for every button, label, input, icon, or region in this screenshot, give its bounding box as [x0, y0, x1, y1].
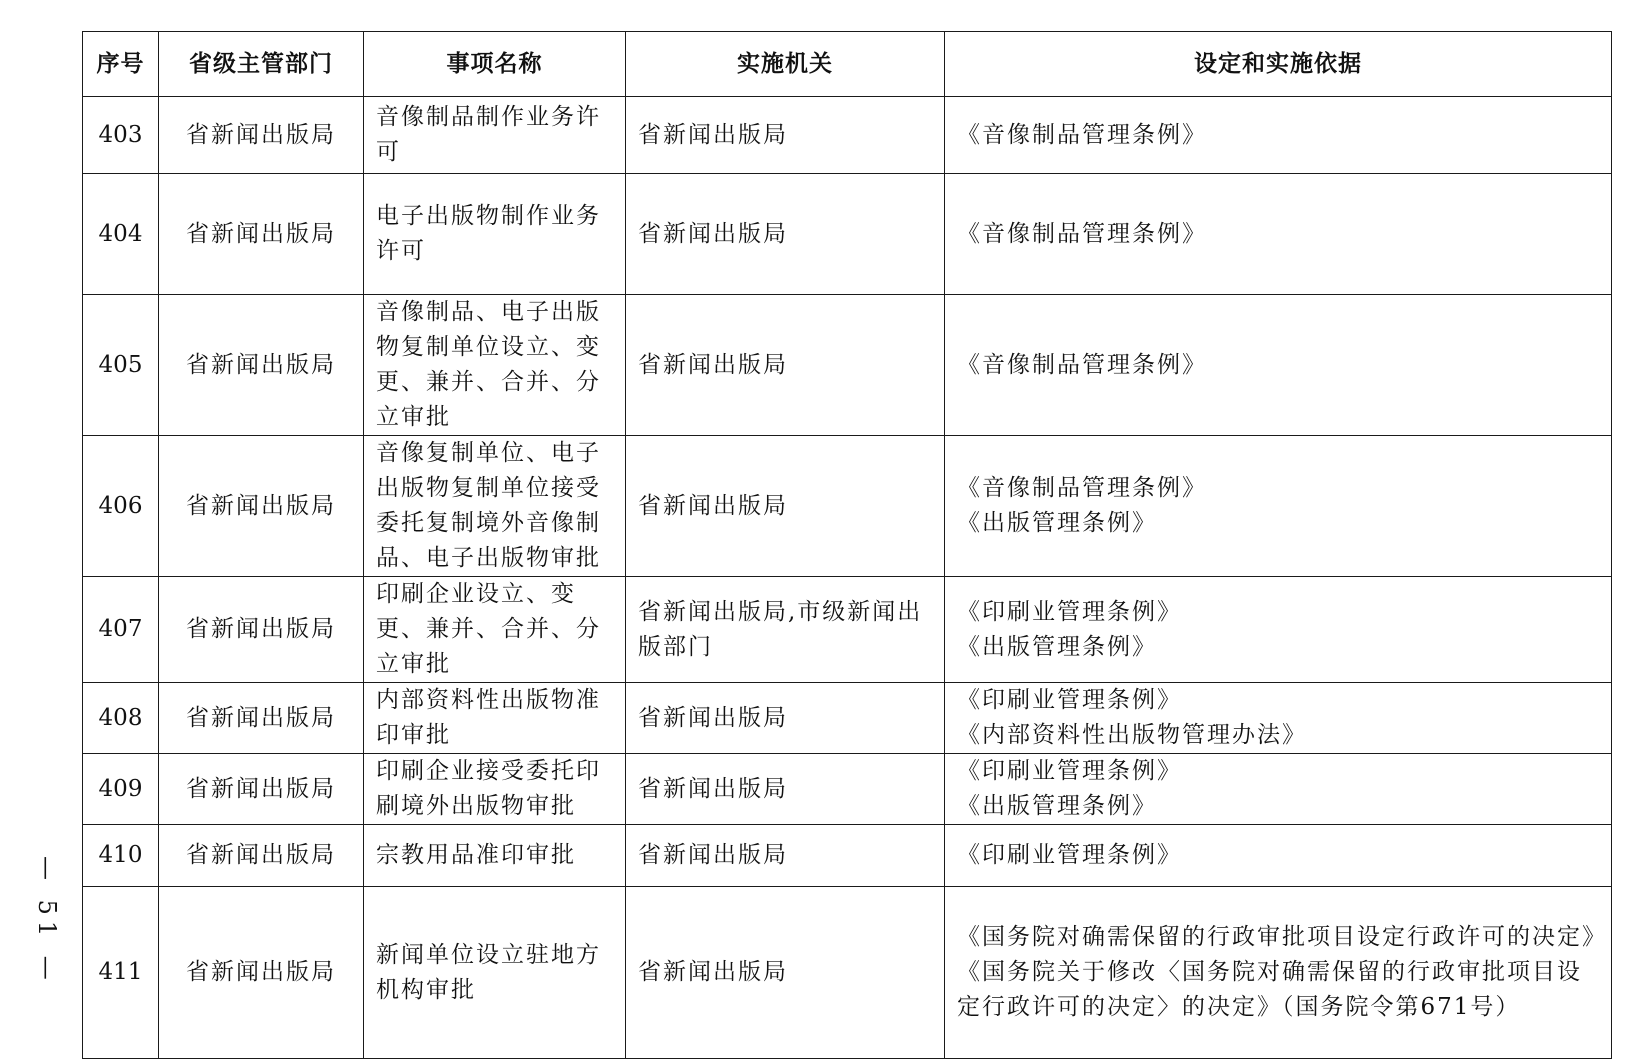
basis-line: 《印刷业管理条例》 [957, 758, 1182, 784]
row-department: 省新闻出版局 [159, 174, 364, 295]
row-agency: 省新闻出版局 [626, 174, 945, 295]
row-agency: 省新闻出版局 [626, 436, 945, 577]
header-department: 省级主管部门 [159, 32, 364, 97]
row-department: 省新闻出版局 [159, 887, 364, 1059]
row-agency: 省新闻出版局 [626, 825, 945, 887]
header-agency: 实施机关 [626, 32, 945, 97]
row-department: 省新闻出版局 [159, 825, 364, 887]
row-basis [945, 174, 1612, 295]
row-department: 省新闻出版局 [159, 436, 364, 577]
basis-line: 《出版管理条例》 [957, 633, 1157, 660]
row-serial: 405 [83, 295, 159, 436]
table-row [83, 174, 1612, 295]
row-department: 省新闻出版局 [159, 97, 364, 174]
row-serial: 407 [83, 577, 159, 683]
table-header-row [83, 32, 1612, 97]
row-department: 省新闻出版局 [159, 295, 364, 436]
table-row [83, 436, 1612, 577]
row-department: 省新闻出版局 [159, 683, 364, 754]
row-serial: 410 [83, 825, 159, 887]
header-item-name: 事项名称 [364, 32, 626, 97]
basis-line: 《内部资料性出版物管理办法》 [957, 722, 1307, 748]
basis-line: 《音像制品管理条例》 [957, 351, 1207, 378]
row-basis [945, 97, 1612, 174]
header-basis: 设定和实施依据 [945, 32, 1612, 97]
row-department: 省新闻出版局 [159, 754, 364, 825]
row-agency: 省新闻出版局 [626, 295, 945, 436]
row-serial: 408 [83, 683, 159, 754]
row-serial: 409 [83, 754, 159, 825]
row-item-name: 印刷企业接受委托印刷境外出版物审批 [364, 754, 626, 825]
row-agency: 省新闻出版局 [626, 754, 945, 825]
row-item-name: 宗教用品准印审批 [364, 825, 626, 887]
header-serial: 序号 [83, 32, 159, 97]
table-row [83, 754, 1612, 825]
basis-line: 《音像制品管理条例》 [957, 475, 1207, 501]
page-number: — 51 — [33, 856, 61, 986]
row-basis [945, 887, 1612, 1059]
basis-line: 《出版管理条例》 [957, 793, 1157, 819]
row-basis [945, 436, 1612, 577]
row-serial: 406 [83, 436, 159, 577]
row-basis [945, 683, 1612, 754]
approval-items-table [82, 31, 1612, 1059]
row-item-name: 音像制品、电子出版物复制单位设立、变更、兼并、合并、分立审批 [364, 295, 626, 436]
row-item-name: 音像制品制作业务许可 [364, 97, 626, 174]
basis-line: 《印刷业管理条例》 [957, 598, 1182, 625]
table-row [83, 97, 1612, 174]
basis-line: 《音像制品管理条例》 [957, 220, 1207, 247]
row-department: 省新闻出版局 [159, 577, 364, 683]
row-basis [945, 295, 1612, 436]
basis-line: 《音像制品管理条例》 [957, 121, 1207, 148]
row-agency: 省新闻出版局 [626, 97, 945, 174]
row-basis [945, 754, 1612, 825]
table-row [83, 577, 1612, 683]
row-item-name: 新闻单位设立驻地方机构审批 [364, 887, 626, 1059]
table-row [83, 683, 1612, 754]
row-serial: 411 [83, 887, 159, 1059]
row-agency: 省新闻出版局 [626, 887, 945, 1059]
row-item-name: 音像复制单位、电子出版物复制单位接受委托复制境外音像制品、电子出版物审批 [364, 436, 626, 577]
row-agency: 省新闻出版局 [626, 683, 945, 754]
basis-line: 《国务院对确需保留的行政审批项目设定行政许可的决定》 [957, 924, 1607, 950]
row-serial: 404 [83, 174, 159, 295]
table-row [83, 825, 1612, 887]
row-basis [945, 577, 1612, 683]
row-item-name: 内部资料性出版物准印审批 [364, 683, 626, 754]
row-serial: 403 [83, 97, 159, 174]
row-item-name: 印刷企业设立、变更、兼并、合并、分立审批 [364, 577, 626, 683]
row-basis [945, 825, 1612, 887]
table-row [83, 887, 1612, 1059]
table-row [83, 295, 1612, 436]
row-agency: 省新闻出版局,市级新闻出版部门 [626, 577, 945, 683]
basis-line: 《国务院关于修改〈国务院对确需保留的行政审批项目设定行政许可的决定〉的决定》（国务院令第671号） [957, 959, 1582, 1020]
basis-line: 《印刷业管理条例》 [957, 842, 1182, 868]
row-item-name: 电子出版物制作业务许可 [364, 174, 626, 295]
basis-line: 《印刷业管理条例》 [957, 687, 1182, 713]
basis-line: 《出版管理条例》 [957, 510, 1157, 536]
